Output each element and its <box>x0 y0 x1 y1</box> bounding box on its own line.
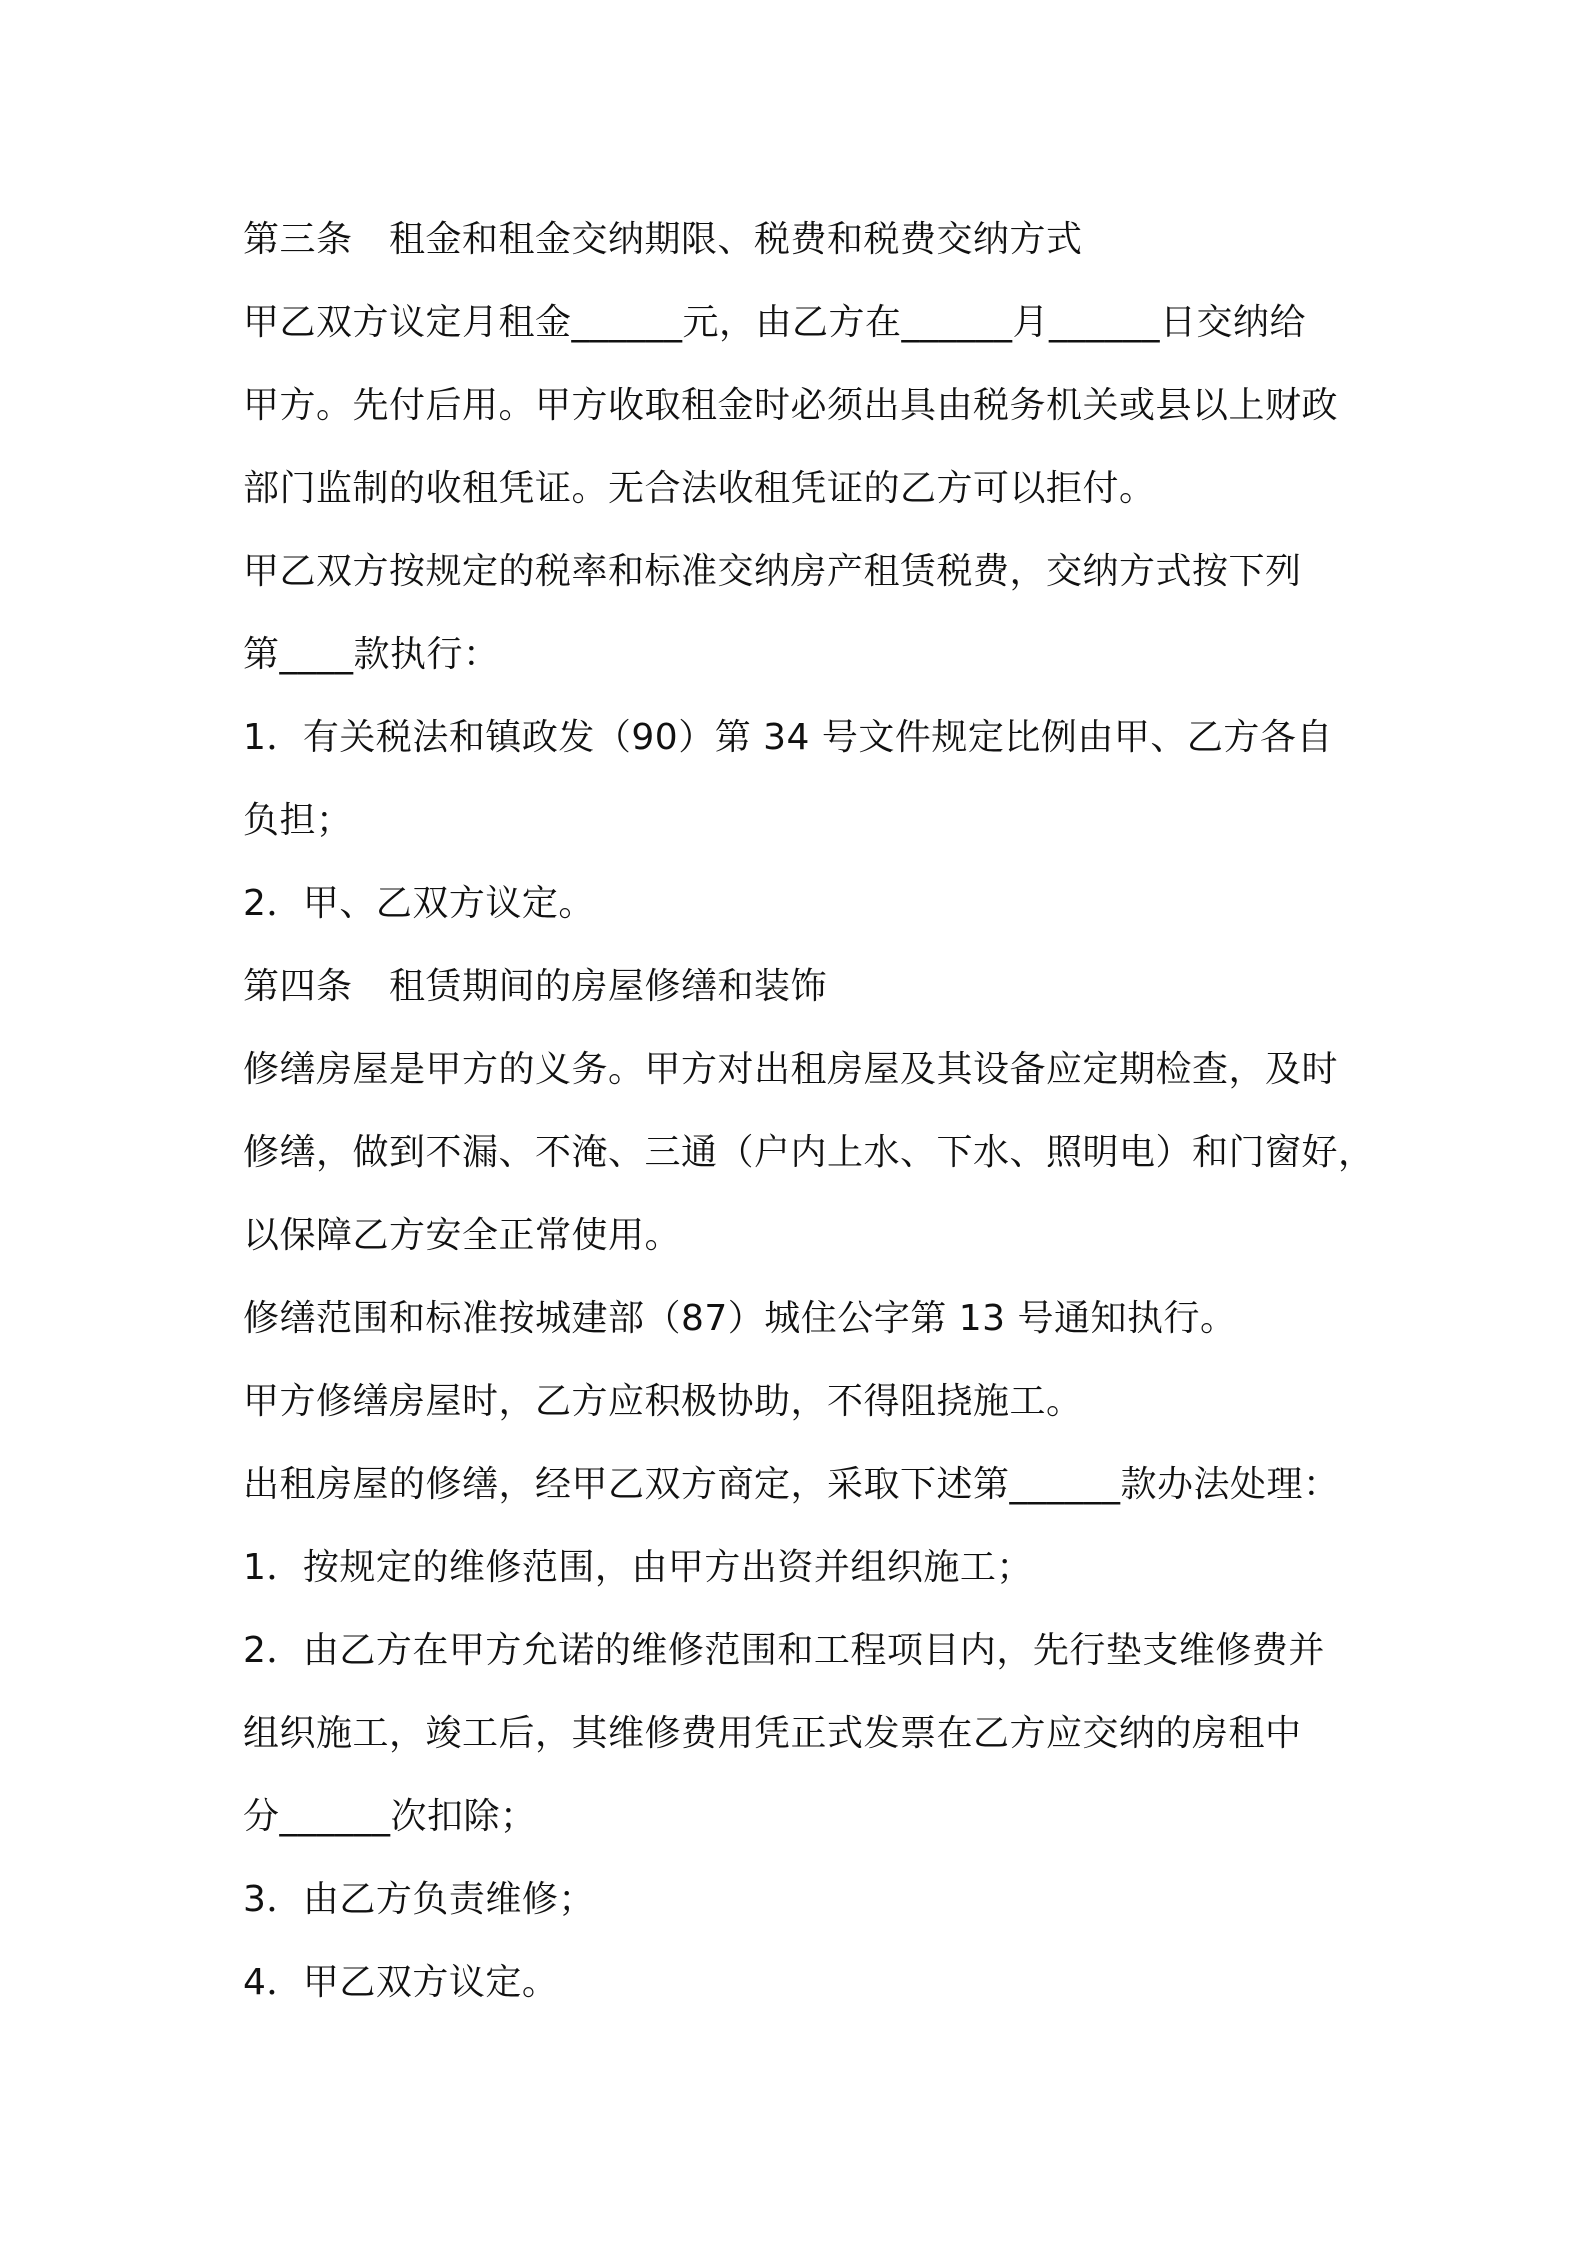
document-body <box>243 198 1375 2024</box>
paragraph-line: 甲方修缮房屋时，乙方应积极协助，不得阻挠施工。 <box>243 1381 1083 1422</box>
list-item: 3．由乙方负责维修； <box>243 1879 595 1920</box>
paragraph-line: 甲乙双方按规定的税率和标准交纳房产租赁税费，交纳方式按下列 <box>243 551 1302 592</box>
list-item-continuation: 分______次扣除； <box>243 1796 537 1837</box>
list-item: 4．甲乙双方议定。 <box>243 1962 559 2003</box>
article-3-heading: 第三条 租金和租金交纳期限、税费和税费交纳方式 <box>243 219 1083 260</box>
list-item-continuation: 组织施工，竣工后，其维修费用凭正式发票在乙方应交纳的房租中 <box>243 1713 1302 1754</box>
list-item: 1．有关税法和镇政发（90）第 34 号文件规定比例由甲、乙方各自 <box>243 717 1333 758</box>
list-item: 2．甲、乙双方议定。 <box>243 883 595 924</box>
paragraph-line: 第____款执行： <box>243 634 500 675</box>
article-4-heading: 第四条 租赁期间的房屋修缮和装饰 <box>243 966 828 1007</box>
paragraph-line: 修缮范围和标准按城建部（87）城住公字第 13 号通知执行。 <box>243 1298 1237 1339</box>
paragraph-line: 部门监制的收租凭证。无合法收租凭证的乙方可以拒付。 <box>243 468 1156 509</box>
paragraph-line: 修缮房屋是甲方的义务。甲方对出租房屋及其设备应定期检查，及时 <box>243 1049 1339 1090</box>
paragraph-line: 甲方。先付后用。甲方收取租金时必须出具由税务机关或县以上财政 <box>243 385 1339 426</box>
paragraph-line: 甲乙双方议定月租金______元，由乙方在______月______日交纳给 <box>243 302 1307 343</box>
list-item-continuation: 负担； <box>243 800 353 841</box>
list-item: 2．由乙方在甲方允诺的维修范围和工程项目内，先行垫支维修费并 <box>243 1630 1325 1671</box>
list-item: 1．按规定的维修范围，由甲方出资并组织施工； <box>243 1547 1033 1588</box>
paragraph-line: 出租房屋的修缮，经甲乙双方商定，采取下述第______款办法处理： <box>243 1464 1340 1505</box>
paragraph-line: 修缮，做到不漏、不淹、三通（户内上水、下水、照明电）和门窗好， <box>243 1132 1375 1173</box>
paragraph-line: 以保障乙方安全正常使用。 <box>243 1215 682 1256</box>
